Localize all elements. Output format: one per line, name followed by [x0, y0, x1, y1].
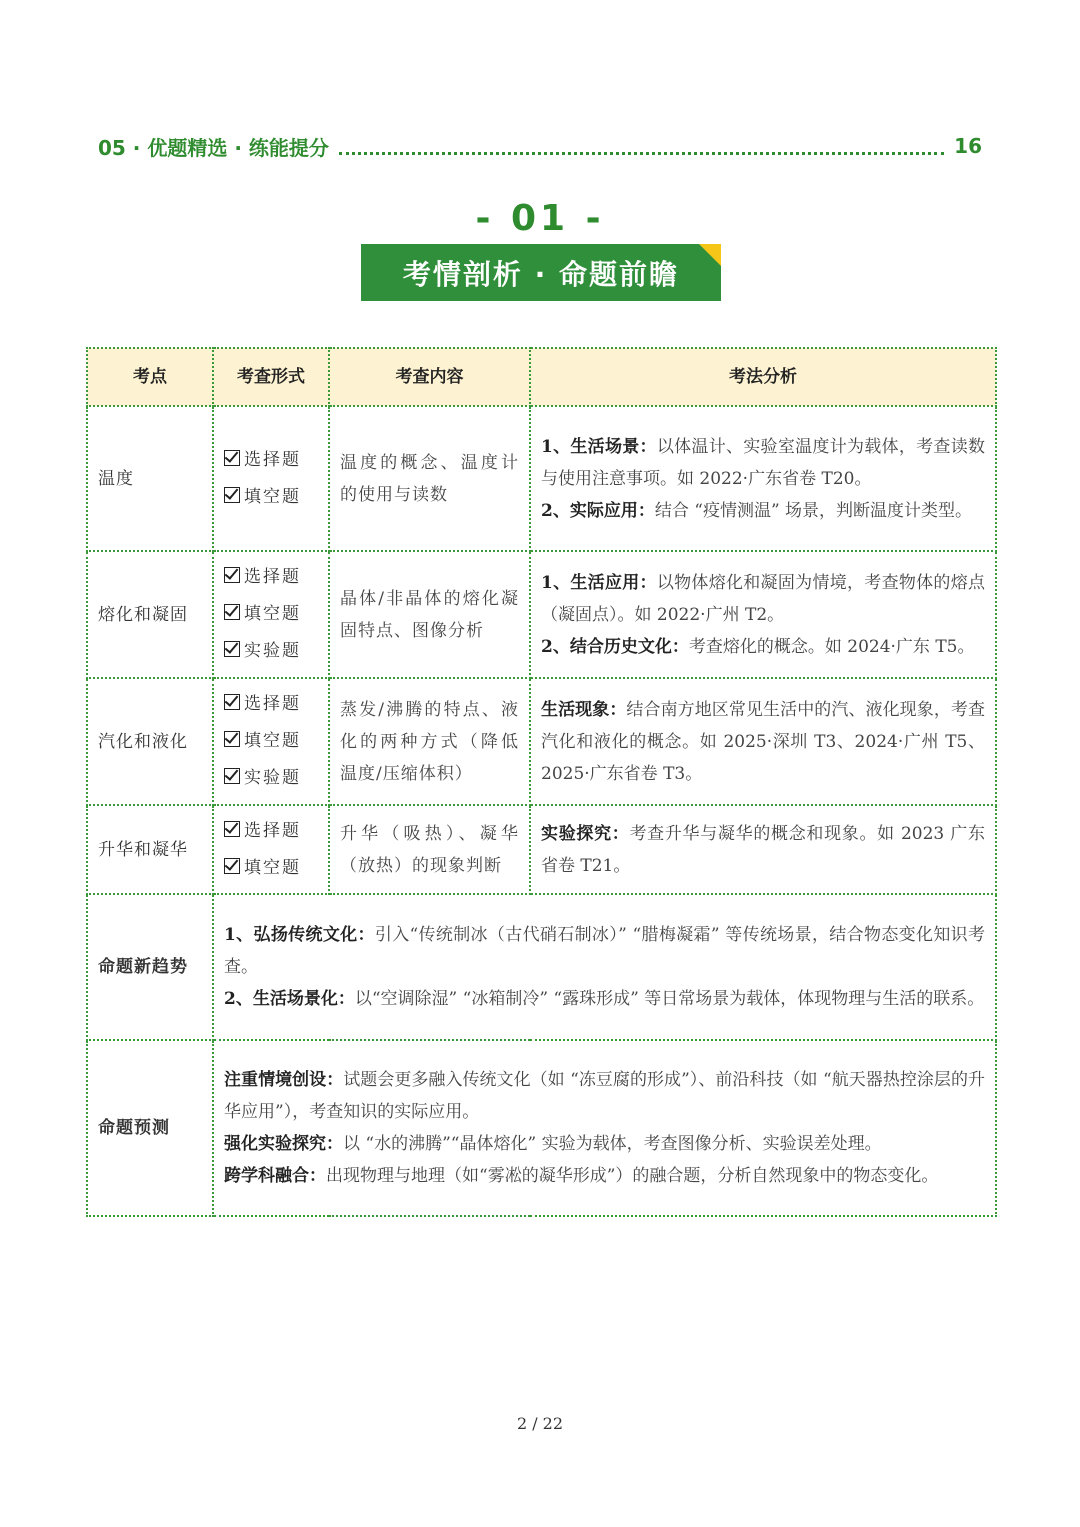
checkbox-checked-icon: [224, 768, 240, 784]
row-content: 温度的概念、温度计的使用与读数: [329, 406, 530, 551]
checkbox-checked-icon: [224, 604, 240, 620]
section-title-banner: [361, 244, 721, 301]
format-item: 选择题: [224, 442, 318, 479]
section-title: 考情剖析 · 命题前瞻: [402, 257, 680, 291]
row-content: 晶体/非晶体的熔化凝固特点、图像分析: [329, 551, 530, 678]
checkbox-checked-icon: [224, 694, 240, 710]
row-formats: [213, 406, 329, 551]
format-item: 实验题: [224, 633, 318, 670]
toc-leader-dots: [339, 138, 944, 155]
toc-page-number: 16: [954, 134, 982, 158]
row-analysis: 1、生活场景：以体温计、实验室温度计为载体，考查读数与使用注意事项。如 2022·广东省卷 T20。 2、实际应用：结合 “疫情测温” 场景，判断温度计类型。: [530, 406, 996, 551]
checkbox-checked-icon: [224, 641, 240, 657]
toc-label: 05 · 优题精选 · 练能提分: [98, 135, 329, 160]
row-content: 蒸发/沸腾的特点、液化的两种方式（降低温度/压缩体积）: [329, 678, 530, 805]
checkbox-checked-icon: [224, 450, 240, 466]
forecast-row: [87, 1040, 996, 1216]
format-item: 实验题: [224, 760, 318, 797]
format-item: 选择题: [224, 559, 318, 596]
toc-entry[interactable]: [98, 130, 982, 162]
row-point: 汽化和液化: [87, 678, 213, 805]
section-number: - 01 -: [475, 198, 605, 239]
format-item: 选择题: [224, 813, 318, 850]
row-analysis: 生活现象：结合南方地区常见生活中的汽、液化现象，考查汽化和液化的概念。如 2025·深圳 T3、2024·广州 T5、2025·广东省卷 T3。: [530, 678, 996, 805]
table-row: [87, 805, 996, 894]
banner-corner-decoration: [699, 244, 721, 266]
checkbox-checked-icon: [224, 731, 240, 747]
forecast-content: 注重情境创设：试题会更多融入传统文化（如 “冻豆腐的形成”）、前沿科技（如 “航天器热控涂层的升华应用”），考查知识的实际应用。 强化实验探究：以 “水的沸腾”“晶体熔化” 实验为载体，考查图像分析、实验误差处理。 跨学科融合：出现物理与地理（如“雾凇的凝华形成”）的融合题，分析自然现象中的物态变化。: [213, 1040, 996, 1216]
format-item: 填空题: [224, 596, 318, 633]
exam-analysis-table: [86, 347, 997, 1217]
table-row: [87, 551, 996, 678]
page-indicator: 2 / 22: [516, 1414, 564, 1433]
row-analysis: 1、生活应用：以物体熔化和凝固为情境，考查物体的熔点（凝固点）。如 2022·广州 T2。 2、结合历史文化：考查熔化的概念。如 2024·广东 T5。: [530, 551, 996, 678]
row-point: 熔化和凝固: [87, 551, 213, 678]
header-analysis: 考法分析: [530, 348, 996, 406]
header-content: 考查内容: [329, 348, 530, 406]
header-point: 考点: [87, 348, 213, 406]
checkbox-checked-icon: [224, 487, 240, 503]
row-analysis: 实验探究：考查升华与凝华的概念和现象。如 2023 广东省卷 T21。: [530, 805, 996, 894]
checkbox-checked-icon: [224, 567, 240, 583]
row-content: 升华（吸热）、凝华（放热）的现象判断: [329, 805, 530, 894]
table-row: [87, 678, 996, 805]
trend-row: [87, 894, 996, 1040]
row-point: 升华和凝华: [87, 805, 213, 894]
format-item: 填空题: [224, 723, 318, 760]
trend-label: 命题新趋势: [87, 894, 213, 1040]
checkbox-checked-icon: [224, 821, 240, 837]
row-formats: [213, 551, 329, 678]
format-item: 填空题: [224, 850, 318, 887]
row-point: 温度: [87, 406, 213, 551]
table-row: [87, 406, 996, 551]
trend-content: 1、弘扬传统文化：引入“传统制冰（古代硝石制冰）” “腊梅凝霜” 等传统场景，结合物态变化知识考查。 2、生活场景化：以“空调除湿” “冰箱制冷” “露珠形成” 等日常场景为载体，体现物理与生活的联系。: [213, 894, 996, 1040]
table-header-row: [87, 348, 996, 406]
checkbox-checked-icon: [224, 858, 240, 874]
forecast-label: 命题预测: [87, 1040, 213, 1216]
row-formats: [213, 805, 329, 894]
format-item: 填空题: [224, 479, 318, 516]
row-formats: [213, 678, 329, 805]
header-format: 考查形式: [213, 348, 329, 406]
format-item: 选择题: [224, 686, 318, 723]
